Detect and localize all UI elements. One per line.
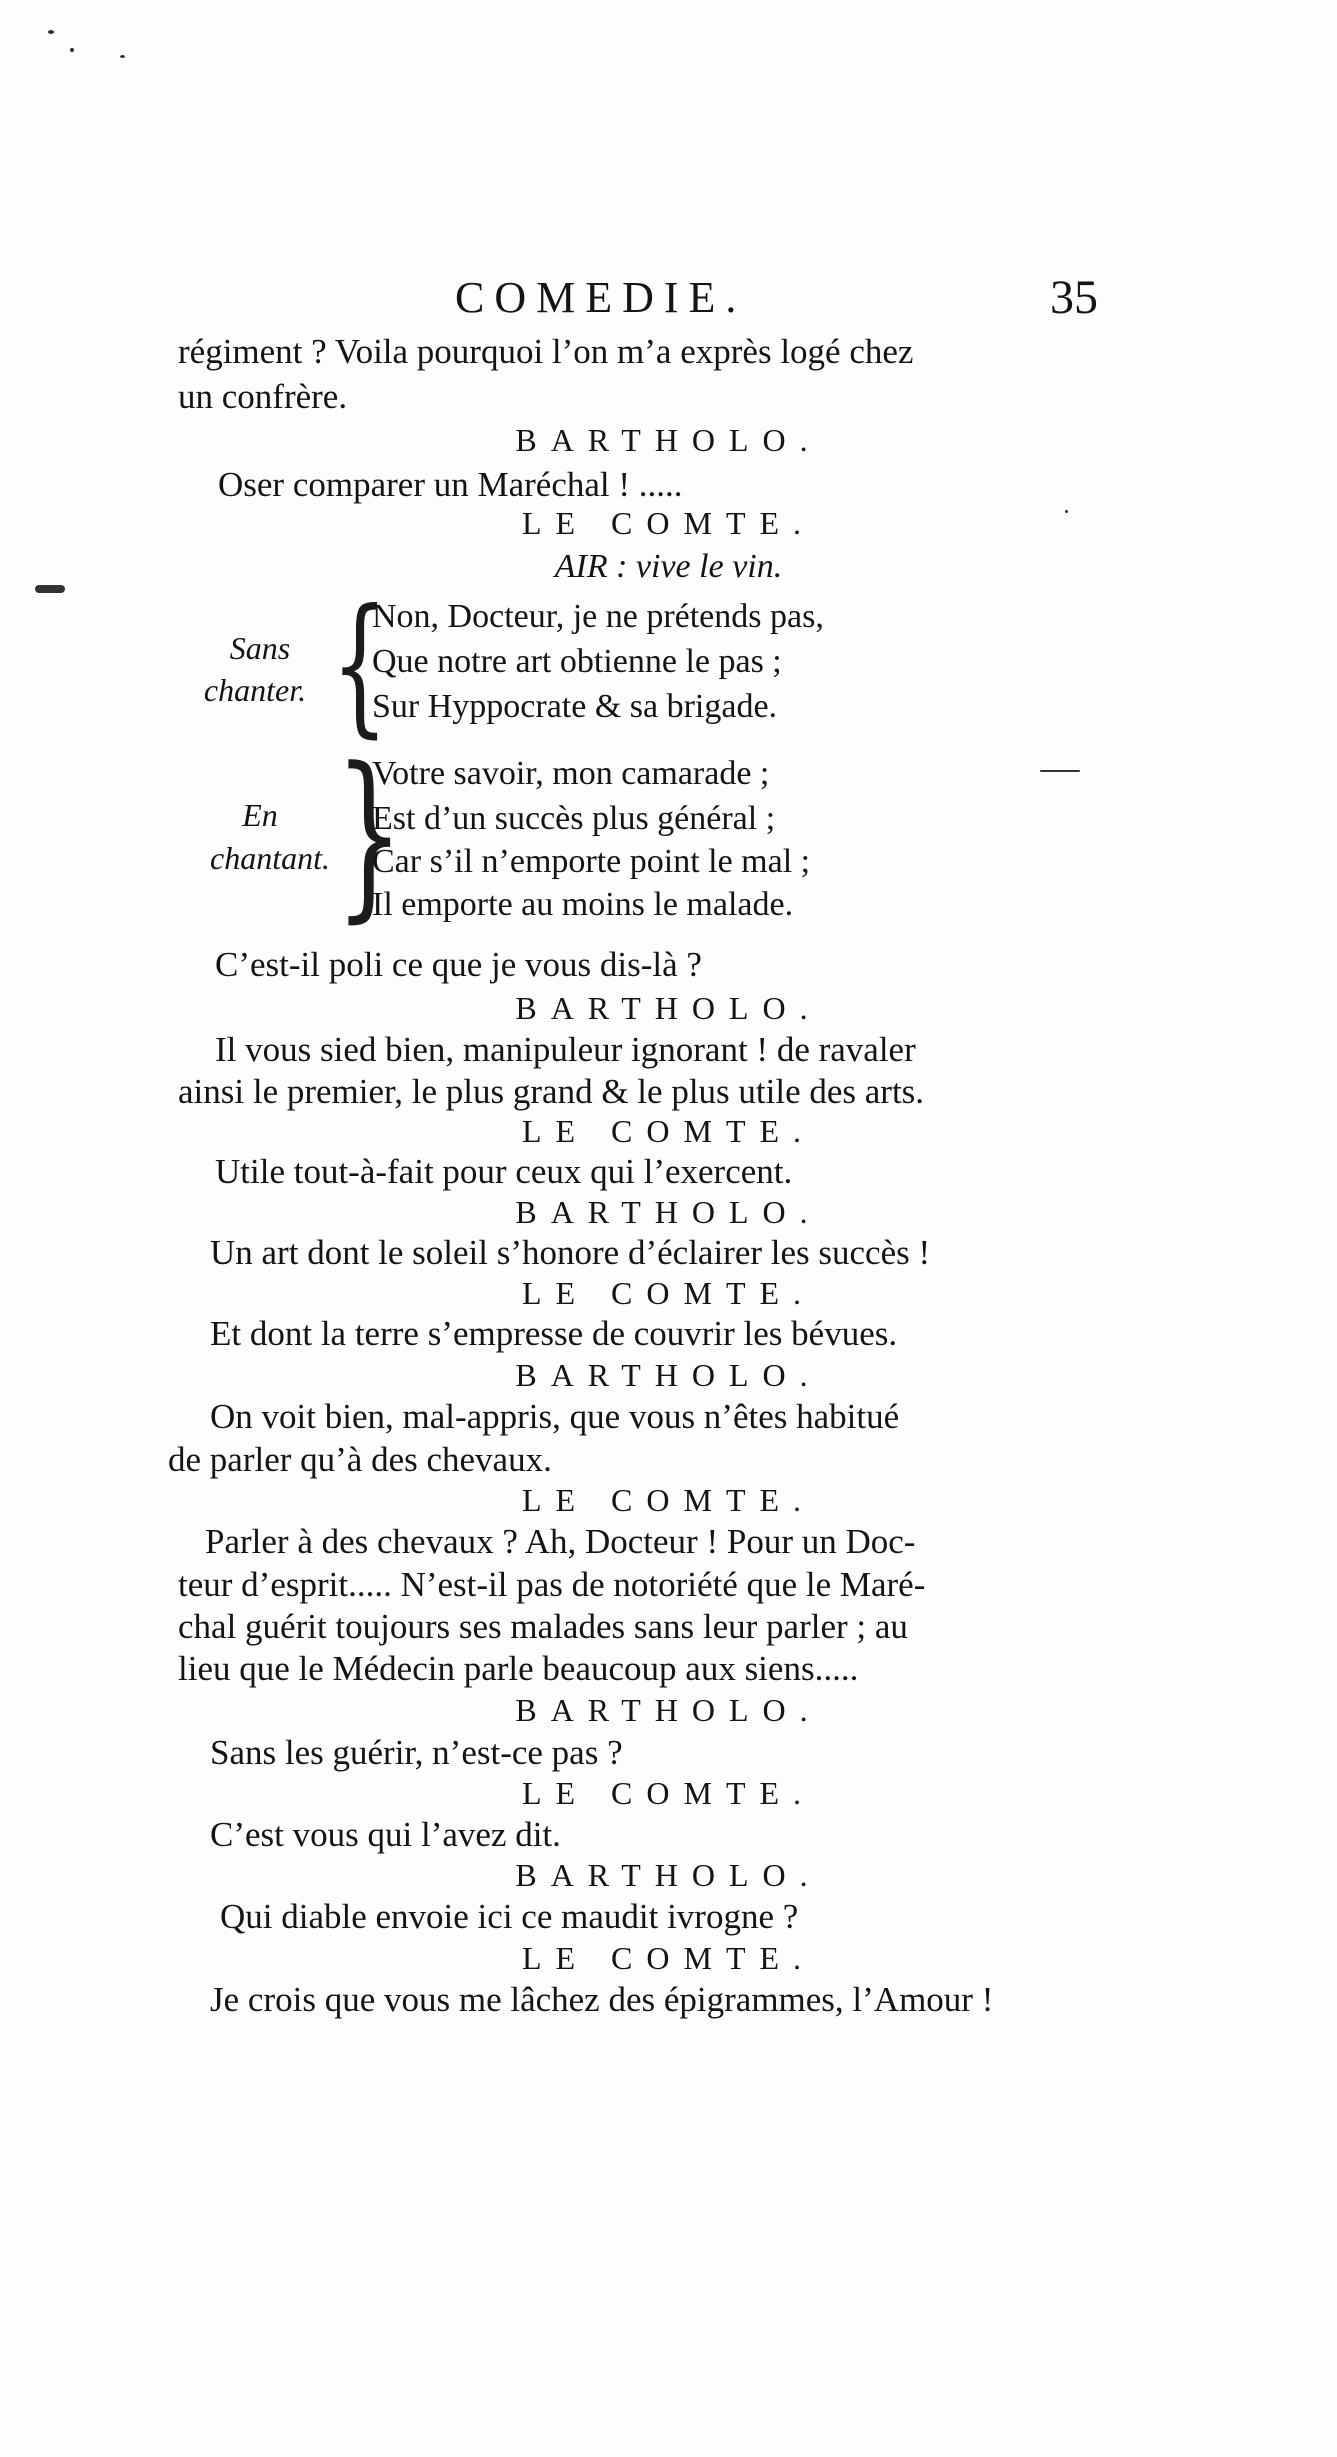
speaker-name: LE COMTE. xyxy=(521,1775,816,1811)
verse-line: Car s’il n’emporte point le mal ; xyxy=(372,843,811,880)
verse-line: Votre savoir, mon camarade ; xyxy=(372,755,770,792)
air-title: AIR : vive le vin. xyxy=(554,548,783,585)
verse-line: Il emporte au moins le malade. xyxy=(372,886,794,923)
ink-speck xyxy=(1040,770,1080,772)
speaker-name: LE COMTE. xyxy=(521,1482,816,1518)
text-line: un confrère. xyxy=(178,377,348,416)
text-line: C’est vous qui l’avez dit. xyxy=(210,1815,561,1854)
speaker-name: BARTHOLO. xyxy=(515,1857,822,1893)
speaker-name: LE COMTE. xyxy=(521,505,816,541)
stanza-label: chantant. xyxy=(210,840,330,876)
speaker-name: BARTHOLO. xyxy=(515,422,822,458)
text-line: régiment ? Voila pourquoi l’on m’a exprès logé chez xyxy=(178,332,914,371)
text-line: teur d’esprit..... N’est-il pas de notoriété que le Maré- xyxy=(178,1565,926,1604)
brace-icon: { xyxy=(331,578,389,752)
text-line: Il vous sied bien, manipuleur ignorant ! de ravaler xyxy=(215,1030,916,1069)
text-line: Sans les guérir, n’est-ce pas ? xyxy=(210,1733,623,1772)
text-line: C’est-il poli ce que je vous dis-là ? xyxy=(215,945,702,984)
ink-speck xyxy=(70,48,74,52)
speaker-name: LE COMTE. xyxy=(521,1113,816,1149)
text-line: de parler qu’à des chevaux. xyxy=(168,1440,552,1479)
text-line: Et dont la terre s’empresse de couvrir les bévues. xyxy=(210,1314,898,1353)
text-line: Je crois que vous me lâchez des épigrammes, l’Amour ! xyxy=(210,1980,994,2019)
running-title: COMEDIE. xyxy=(455,273,747,322)
speaker-name: BARTHOLO. xyxy=(515,1194,822,1230)
verse-line: Que notre art obtienne le pas ; xyxy=(372,643,782,680)
speaker-name: BARTHOLO. xyxy=(515,1692,822,1728)
text-line: On voit bien, mal-appris, que vous n’êtes habitué xyxy=(210,1397,900,1436)
stanza-label: chanter. xyxy=(203,672,307,708)
ink-speck xyxy=(48,30,54,34)
page-number: 35 xyxy=(1050,271,1098,324)
text-line: Utile tout-à-fait pour ceux qui l’exercent. xyxy=(215,1152,793,1191)
text-line: Parler à des chevaux ? Ah, Docteur ! Pour un Doc- xyxy=(205,1522,916,1561)
text-line: chal guérit toujours ses malades sans leur parler ; au xyxy=(178,1607,908,1646)
text-line: lieu que le Médecin parle beaucoup aux siens..... xyxy=(178,1649,859,1688)
text-line: Oser comparer un Maréchal ! ..... xyxy=(218,465,683,504)
verse-line: Est d’un succès plus général ; xyxy=(372,800,776,837)
stanza-label: Sans xyxy=(229,630,291,666)
stanza-label: En xyxy=(242,797,278,833)
speaker-name: BARTHOLO. xyxy=(515,990,822,1026)
brace-icon: } xyxy=(334,730,404,939)
text-line: Un art dont le soleil s’honore d’éclairer les succès ! xyxy=(210,1233,931,1272)
speaker-name: BARTHOLO. xyxy=(515,1357,822,1393)
running-head xyxy=(0,272,1337,332)
speaker-name: LE COMTE. xyxy=(521,1275,816,1311)
verse-line: Sur Hyppocrate & sa brigade. xyxy=(372,688,778,725)
text-line: ainsi le premier, le plus grand & le plus utile des arts. xyxy=(178,1072,925,1111)
verse-line: Non, Docteur, je ne prétends pas, xyxy=(372,598,824,635)
speaker-name: LE COMTE. xyxy=(521,1940,816,1976)
text-line: Qui diable envoie ici ce maudit ivrogne ? xyxy=(220,1897,799,1936)
ink-speck xyxy=(120,55,125,58)
ink-speck xyxy=(35,585,65,593)
